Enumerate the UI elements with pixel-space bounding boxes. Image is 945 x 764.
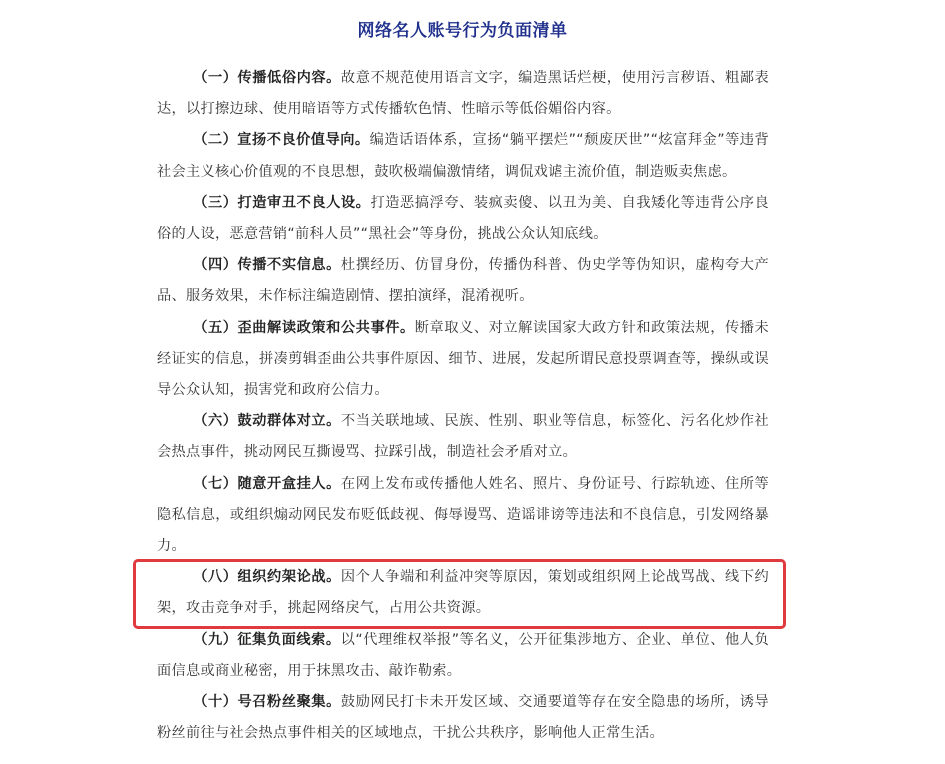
item-body: 故意不规范使用语言文字，编造黑话烂梗，使用污言秽语、粗鄙表达，以打擦边球、使用暗语等方式传播软色情、性暗示等低俗媚俗内容。 bbox=[157, 70, 769, 118]
list-item-1 bbox=[157, 63, 769, 125]
list-item-7 bbox=[157, 469, 769, 563]
item-body: 不当关联地域、民族、性别、职业等信息，标签化、污名化炒作社会热点事件，挑动网民互撕谩骂、拉踩引战，制造社会矛盾对立。 bbox=[157, 413, 769, 461]
item-heading: （一）传播低俗内容。 bbox=[193, 70, 341, 86]
list-item-10 bbox=[157, 687, 769, 749]
item-body: 因个人争端和利益冲突等原因，策划或组织网上论战骂战、线下约架，攻击竞争对手，挑起网络戾气，占用公共资源。 bbox=[157, 569, 769, 617]
item-body: 杜撰经历、仿冒身份，传播伪科普、伪史学等伪知识，虚构夸大产品、服务效果，未作标注编造剧情、摆拍演绎，混淆视听。 bbox=[157, 257, 769, 305]
item-body: 打造恶搞浮夸、装疯卖傻、以丑为美、自我矮化等违背公序良俗的人设，恶意营销“前科人员”“黑社会”等身份，挑战公众认知底线。 bbox=[157, 194, 769, 243]
list-item-5 bbox=[157, 313, 769, 407]
list-item-2 bbox=[157, 125, 769, 187]
item-body: 编造话语体系，宣扬“躺平摆烂”“颓废厌世”“炫富拜金”等违背社会主义核心价值观的不良思想，鼓吹极端偏激情绪，调侃戏谑主流价值，制造贩卖焦虑。 bbox=[157, 132, 769, 180]
item-body: 在网上发布或传播他人姓名、照片、身份证号、行踪轨迹、住所等隐私信息，或组织煽动网民发布贬低歧视、侮辱谩骂、造谣诽谤等违法和不良信息，引发网络暴力。 bbox=[157, 475, 769, 555]
item-heading: （四）传播不实信息。 bbox=[193, 257, 341, 274]
item-heading: （二）宣扬不良价值导向。 bbox=[193, 132, 370, 149]
list-item-6 bbox=[157, 406, 769, 468]
list-item-4 bbox=[157, 250, 769, 312]
document-body bbox=[157, 63, 769, 749]
document-title: 网络名人账号行为负面清单 bbox=[357, 21, 568, 41]
item-heading: （七）随意开盒挂人。 bbox=[193, 475, 341, 492]
list-item-3 bbox=[157, 188, 769, 250]
item-body: 鼓励网民打卡未开发区域、交通要道等存在安全隐患的场所，诱导粉丝前往与社会热点事件相关的区域地点，干扰公共秩序，影响他人正常生活。 bbox=[157, 694, 769, 742]
item-heading: （九）征集负面线索。 bbox=[193, 631, 341, 648]
item-heading: （六）鼓动群体对立。 bbox=[193, 413, 341, 430]
item-heading: （十）号召粉丝聚集。 bbox=[193, 694, 341, 711]
list-item-8-highlighted bbox=[157, 562, 769, 624]
item-body: 断章取义、对立解读国家大政方针和政策法规，传播未经证实的信息，拼凑剪辑歪曲公共事件原因、细节、进展，发起所谓民意投票调查等，操纵或误导公众认知，损害党和政府公信力。 bbox=[157, 319, 769, 399]
item-body: 以“代理维权举报”等名义，公开征集涉地方、企业、单位、他人负面信息或商业秘密，用于抹黑攻击、敲诈勒索。 bbox=[157, 631, 769, 679]
item-heading: （八）组织约架论战。 bbox=[193, 569, 341, 586]
item-heading: （三）打造审丑不良人设。 bbox=[193, 194, 371, 211]
item-heading: （五）歪曲解读政策和公共事件。 bbox=[193, 319, 415, 336]
list-item-9 bbox=[157, 625, 769, 687]
